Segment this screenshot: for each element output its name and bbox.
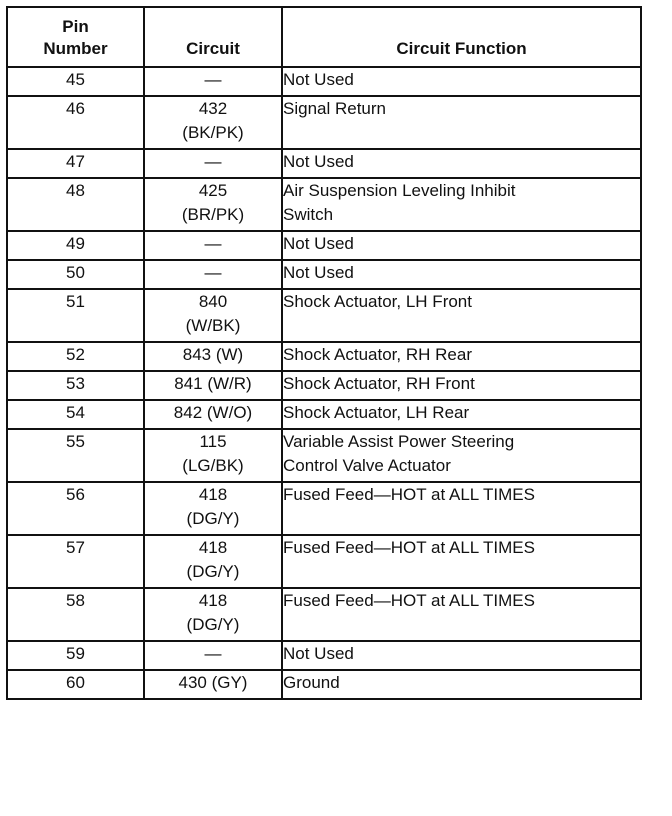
circuit-line: 115: [199, 432, 227, 451]
pin-circuit-table: [6, 6, 642, 700]
table-row: [7, 371, 641, 400]
function-line: Air Suspension Leveling Inhibit: [283, 181, 516, 200]
table-row: [7, 289, 641, 342]
circuit-line: —: [204, 152, 222, 171]
circuit-function-cell: [282, 371, 641, 400]
function-line: Ground: [283, 673, 340, 692]
circuit-cell: [144, 535, 282, 588]
circuit-cell: [144, 641, 282, 670]
table-row: [7, 260, 641, 289]
circuit-line: 841 (W/R): [174, 374, 252, 393]
pin-number-cell: 58: [7, 588, 144, 641]
circuit-line: —: [204, 263, 222, 282]
function-line: Variable Assist Power Steering: [283, 432, 515, 451]
circuit-line: (W/BK): [185, 316, 241, 335]
circuit-cell: [144, 149, 282, 178]
circuit-function-cell: [282, 482, 641, 535]
circuit-line: —: [204, 234, 222, 253]
pin-number-cell: 54: [7, 400, 144, 429]
circuit-line: 843 (W): [182, 345, 244, 364]
circuit-cell: [144, 178, 282, 231]
pin-number-cell: 46: [7, 96, 144, 149]
function-line: Not Used: [283, 152, 354, 171]
function-line: Shock Actuator, RH Rear: [283, 345, 472, 364]
table-body: [7, 67, 641, 699]
header-pin-line2: Number: [43, 39, 108, 58]
header-circuit-function: Circuit Function: [282, 7, 641, 67]
circuit-function-cell: [282, 96, 641, 149]
circuit-cell: [144, 260, 282, 289]
table-row: [7, 641, 641, 670]
circuit-cell: [144, 670, 282, 699]
header-pin-number: [7, 7, 144, 67]
circuit-cell: [144, 588, 282, 641]
function-line: Shock Actuator, RH Front: [283, 374, 475, 393]
circuit-line: (BK/PK): [182, 123, 244, 142]
circuit-line: (BR/PK): [181, 205, 245, 224]
circuit-function-cell: [282, 260, 641, 289]
circuit-line: 418: [198, 538, 228, 557]
table-row: [7, 231, 641, 260]
table-row: [7, 588, 641, 641]
table-row: [7, 342, 641, 371]
circuit-cell: [144, 96, 282, 149]
pin-number-cell: 53: [7, 371, 144, 400]
circuit-line: 425: [198, 181, 228, 200]
circuit-line: —: [204, 644, 222, 663]
circuit-function-cell: [282, 231, 641, 260]
circuit-line: 430 (GY): [178, 673, 248, 692]
circuit-cell: [144, 371, 282, 400]
pin-number-cell: 45: [7, 67, 144, 96]
table-row: [7, 535, 641, 588]
circuit-function-cell: [282, 588, 641, 641]
table-header-row: [7, 7, 641, 67]
table-row: [7, 178, 641, 231]
function-line: Fused Feed—HOT at ALL TIMES: [283, 485, 535, 504]
circuit-line: (LG/BK): [182, 456, 244, 475]
function-line: Not Used: [283, 644, 354, 663]
circuit-line: 842 (W/O): [173, 403, 253, 422]
circuit-function-cell: [282, 641, 641, 670]
circuit-cell: [144, 482, 282, 535]
function-line: Not Used: [283, 234, 354, 253]
circuit-line: 418: [198, 485, 228, 504]
function-line: Shock Actuator, LH Front: [283, 292, 472, 311]
circuit-line: 432: [198, 99, 228, 118]
circuit-line: (DG/Y): [186, 562, 240, 581]
table-row: [7, 96, 641, 149]
circuit-cell: [144, 67, 282, 96]
function-line: Not Used: [283, 70, 354, 89]
table-row: [7, 429, 641, 482]
circuit-function-cell: [282, 670, 641, 699]
header-pin-line1: Pin: [62, 17, 89, 36]
circuit-function-cell: [282, 67, 641, 96]
table-row: [7, 482, 641, 535]
pin-number-cell: 51: [7, 289, 144, 342]
pin-number-cell: 55: [7, 429, 144, 482]
circuit-cell: [144, 231, 282, 260]
circuit-cell: [144, 429, 282, 482]
function-line: Fused Feed—HOT at ALL TIMES: [283, 591, 535, 610]
circuit-line: (DG/Y): [186, 615, 240, 634]
circuit-cell: [144, 400, 282, 429]
pin-number-cell: 59: [7, 641, 144, 670]
table-row: [7, 400, 641, 429]
circuit-function-cell: [282, 400, 641, 429]
header-circuit: Circuit: [144, 7, 282, 67]
table-row: [7, 149, 641, 178]
circuit-line: —: [204, 70, 222, 89]
function-line: Not Used: [283, 263, 354, 282]
table-row: [7, 67, 641, 96]
circuit-cell: [144, 342, 282, 371]
function-line: Fused Feed—HOT at ALL TIMES: [283, 538, 535, 557]
pin-number-cell: 50: [7, 260, 144, 289]
pin-number-cell: 52: [7, 342, 144, 371]
circuit-function-cell: [282, 178, 641, 231]
pin-number-cell: 47: [7, 149, 144, 178]
function-line: Control Valve Actuator: [283, 456, 451, 475]
pin-number-cell: 48: [7, 178, 144, 231]
circuit-function-cell: [282, 535, 641, 588]
function-line: Signal Return: [283, 99, 387, 118]
pin-number-cell: 60: [7, 670, 144, 699]
table-row: [7, 670, 641, 699]
circuit-line: 418: [198, 591, 228, 610]
circuit-function-cell: [282, 342, 641, 371]
function-line: Switch: [283, 205, 334, 224]
pin-number-cell: 49: [7, 231, 144, 260]
circuit-line: (DG/Y): [186, 509, 240, 528]
circuit-cell: [144, 289, 282, 342]
circuit-line: 840: [198, 292, 228, 311]
function-line: Shock Actuator, LH Rear: [283, 403, 470, 422]
pin-number-cell: 56: [7, 482, 144, 535]
circuit-function-cell: [282, 149, 641, 178]
pin-number-cell: 57: [7, 535, 144, 588]
circuit-function-cell: [282, 289, 641, 342]
circuit-function-cell: [282, 429, 641, 482]
